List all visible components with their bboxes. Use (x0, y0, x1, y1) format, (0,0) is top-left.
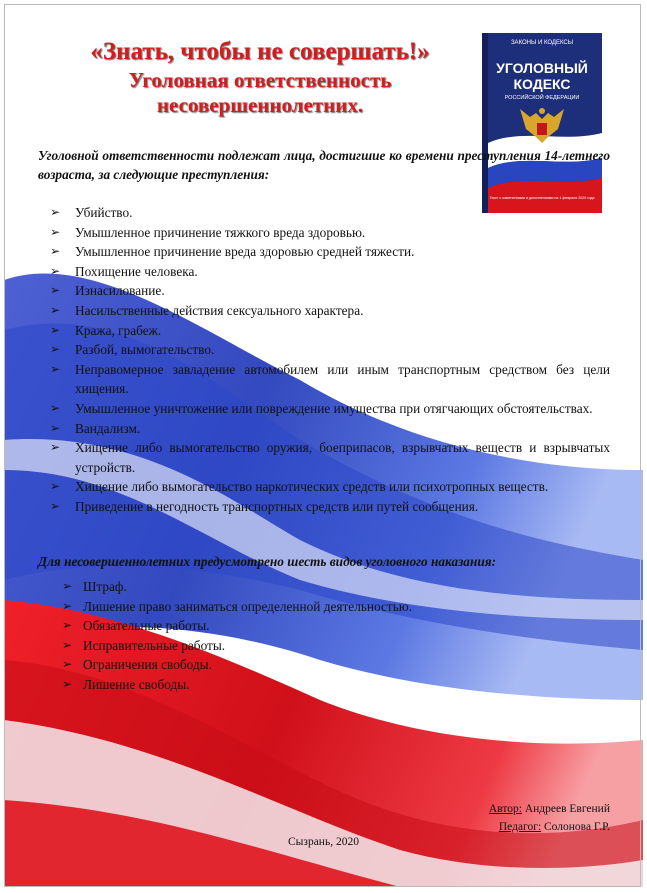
teacher-label: Педагог: (498, 821, 542, 833)
author-line (440, 800, 610, 818)
list-item: ➢ Исправительные работы. (62, 636, 512, 656)
page-title: «Знать, чтобы не совершать!» (90, 38, 430, 65)
list-item: ➢ Хищение либо вымогательство наркотических средств или психотропных веществ. (50, 477, 610, 497)
teacher-line (440, 818, 610, 836)
list-item: ➢ Лишение право заниматься определенной деятельностью. (62, 597, 512, 617)
list-item: ➢ Неправомерное завладение автомобилем или иным транспортным средством без цели хищения. (50, 360, 610, 399)
footer-city-year: Сызрань, 2020 (288, 836, 359, 848)
subtitle-line-1: Уголовная ответственность (128, 68, 392, 92)
book-subtitle: РОССИЙСКОЙ ФЕДЕРАЦИИ (504, 95, 580, 101)
credits (440, 800, 610, 836)
list-item: ➢ Умышленное причинение вреда здоровью средней тяжести. (50, 242, 610, 262)
author-name: Андреев Евгений (524, 803, 610, 815)
list-item: ➢ Кража, грабеж. (50, 321, 610, 341)
punishments-list (62, 577, 512, 695)
punishments-heading: Для несовершеннолетних предусмотрено шесть видов уголовного наказания: (38, 554, 497, 569)
list-item: ➢ Обязательные работы. (62, 616, 512, 636)
crimes-list (50, 203, 610, 517)
list-item: ➢ Умышленное уничтожение или повреждение имущества при отягчающих обстоятельствах. (50, 399, 610, 419)
list-item: ➢ Лишение свободы. (62, 675, 512, 695)
list-item: ➢ Насильственные действия сексуального характера. (50, 301, 610, 321)
list-item: ➢ Разбой, вымогательство. (50, 340, 610, 360)
book-edition: Текст с изменениями и дополнениями на 1 февраля 2020 года (489, 196, 595, 200)
list-item: ➢ Приведение в негодность транспортных средств или путей сообщения. (50, 497, 610, 517)
subtitle-line-2: несовершеннолетних. (156, 93, 364, 117)
book-series: ЗАКОНЫ И КОДЕКСЫ (510, 40, 574, 46)
list-item: ➢ Изнасилование. (50, 281, 610, 301)
list-item: ➢ Похищение человека. (50, 262, 610, 282)
book-title-line-2: КОДЕКС (513, 76, 571, 92)
list-item: ➢ Штраф. (62, 577, 512, 597)
book-title-line-1: УГОЛОВНЫЙ (496, 60, 588, 76)
criminal-code-book-image (482, 33, 602, 213)
list-item: ➢ Убийство. (50, 203, 610, 223)
intro-paragraph: Уголовной ответственности подлежат лица, достигшие ко времени преступления 14-летнего возраста, за следующие преступления: (38, 148, 610, 182)
teacher-name: Солонова Г.Р. (544, 821, 610, 833)
list-item: ➢ Умышленное причинение тяжкого вреда здоровью. (50, 223, 610, 243)
author-label: Автор: (488, 803, 522, 815)
list-item: ➢ Ограничения свободы. (62, 655, 512, 675)
list-item: ➢ Хищение либо вымогательство оружия, боеприпасов, взрывчатых веществ и взрывчатых устройств. (50, 438, 610, 477)
list-item: ➢ Вандализм. (50, 419, 610, 439)
page-subtitle (0, 68, 520, 118)
